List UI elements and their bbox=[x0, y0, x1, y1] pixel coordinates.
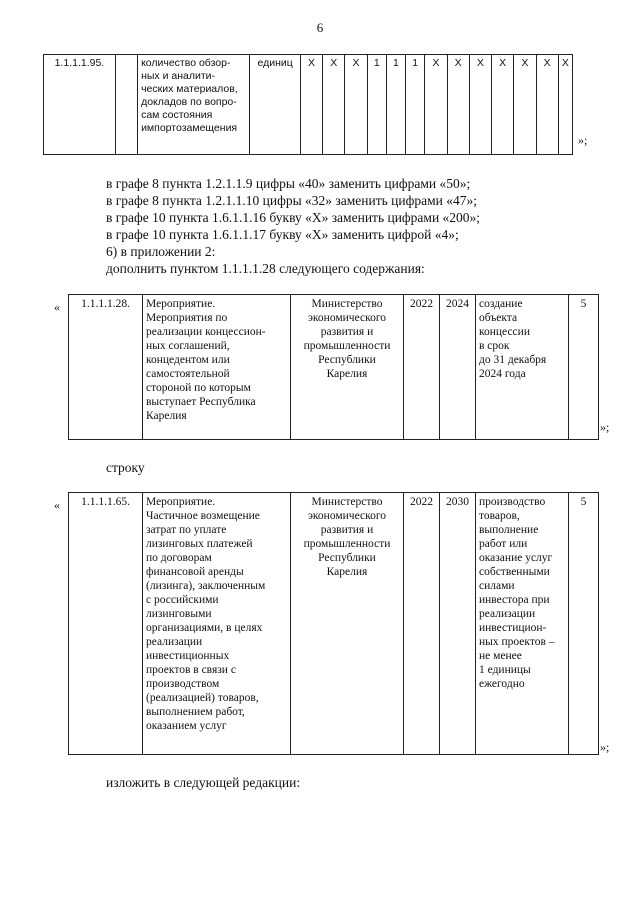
result-line: ных проектов – bbox=[479, 636, 555, 648]
event-line: затрат по уплате bbox=[146, 524, 227, 536]
item-number: 1.1.1.1.65. bbox=[69, 493, 143, 755]
instructions-paragraph bbox=[106, 175, 480, 277]
name-line: ческих материалов, bbox=[141, 83, 238, 95]
result-line: в срок bbox=[479, 340, 510, 352]
value-cell: X bbox=[536, 55, 558, 155]
result-cell bbox=[476, 295, 569, 440]
result-line: выполнение bbox=[479, 524, 539, 536]
indicator-number: 5 bbox=[569, 295, 599, 440]
event-line: реализации концессион- bbox=[146, 326, 266, 338]
event-line: Мероприятие. bbox=[146, 298, 216, 310]
value-cell: 1 bbox=[367, 55, 386, 155]
event-cell bbox=[143, 295, 291, 440]
executor-line: развития и bbox=[320, 524, 374, 536]
event-line: лизинговыми bbox=[146, 608, 212, 620]
table-row bbox=[69, 295, 599, 440]
value-cell: X bbox=[345, 55, 367, 155]
event-line: финансовой аренды bbox=[146, 566, 244, 578]
name-line: докладов по вопро- bbox=[141, 96, 237, 108]
stroku-text: строку bbox=[106, 460, 145, 475]
instruction-line: в графе 10 пункта 1.6.1.1.16 букву «X» заменить цифрами «200»; bbox=[106, 210, 481, 225]
year-start: 2022 bbox=[404, 493, 440, 755]
value-cell: X bbox=[469, 55, 491, 155]
result-line: создание bbox=[479, 298, 523, 310]
indicator-name-cell bbox=[138, 55, 250, 155]
result-line: реализации bbox=[479, 608, 536, 620]
event-line: (реализацией) товаров, bbox=[146, 692, 259, 704]
event-line: выступает Республика bbox=[146, 396, 256, 408]
value-cell: X bbox=[300, 55, 322, 155]
result-line: производство bbox=[479, 496, 546, 508]
event-line: по договорам bbox=[146, 552, 212, 564]
executor-line: экономического bbox=[307, 510, 387, 522]
event-line: Мероприятие. bbox=[146, 496, 216, 508]
value-cell: 1 bbox=[406, 55, 425, 155]
blank-cell bbox=[115, 55, 137, 155]
result-line: товаров, bbox=[479, 510, 520, 522]
instruction-line: в графе 8 пункта 1.2.1.1.9 цифры «40» заменить цифрами «50»; bbox=[106, 176, 471, 191]
result-line: не менее bbox=[479, 650, 522, 662]
event-line: оказанием услуг bbox=[146, 720, 227, 732]
executor-cell bbox=[291, 493, 404, 755]
table-row bbox=[69, 493, 599, 755]
executor-line: промышленности bbox=[303, 340, 391, 352]
value-cell: 1 bbox=[386, 55, 405, 155]
value-cell: X bbox=[558, 55, 572, 155]
event-line: самостоятельной bbox=[146, 368, 230, 380]
executor-line: экономического bbox=[307, 312, 387, 324]
event-line: Частичное возмещение bbox=[146, 510, 260, 522]
value-cell: X bbox=[514, 55, 536, 155]
event-line: производством bbox=[146, 678, 220, 690]
instruction-line: в графе 8 пункта 1.2.1.1.10 цифры «32» заменить цифрами «47»; bbox=[106, 193, 477, 208]
executor-line: развития и bbox=[320, 326, 374, 338]
executor-line: Карелия bbox=[326, 368, 368, 380]
table-replaced-item bbox=[68, 492, 599, 755]
executor-line: промышленности bbox=[303, 538, 391, 550]
event-line: проектов в связи с bbox=[146, 664, 236, 676]
result-line: объекта bbox=[479, 312, 518, 324]
event-line: с российскими bbox=[146, 594, 219, 606]
result-line: собственными bbox=[479, 566, 550, 578]
result-line: работ или bbox=[479, 538, 528, 550]
executor-line: Министерство bbox=[311, 298, 383, 310]
name-line: импортозамещения bbox=[141, 122, 238, 134]
open-quote: « bbox=[54, 300, 60, 314]
table-new-item bbox=[68, 294, 599, 440]
result-line: 2024 года bbox=[479, 368, 526, 380]
value-cell: X bbox=[447, 55, 469, 155]
instruction-line: в графе 10 пункта 1.6.1.1.17 букву «X» заменить цифрой «4»; bbox=[106, 227, 459, 242]
event-line: стороной по которым bbox=[146, 382, 251, 394]
name-line: количество обзор- bbox=[141, 57, 231, 69]
close-quote: »; bbox=[600, 420, 610, 434]
result-line: оказание услуг bbox=[479, 552, 553, 564]
indicator-number: 5 bbox=[569, 493, 599, 755]
event-line: концедентом или bbox=[146, 354, 230, 366]
event-line: реализации bbox=[146, 636, 203, 648]
year-end: 2030 bbox=[440, 493, 476, 755]
executor-line: Республики bbox=[318, 552, 376, 564]
event-line: Мероприятия по bbox=[146, 312, 228, 324]
close-quote: »; bbox=[600, 740, 610, 754]
table-row bbox=[44, 55, 573, 155]
item-number: 1.1.1.1.28. bbox=[69, 295, 143, 440]
result-line: ежегодно bbox=[479, 678, 525, 690]
event-line: организациями, в целях bbox=[146, 622, 263, 634]
unit-cell: единиц bbox=[250, 55, 301, 155]
final-line: изложить в следующей редакции: bbox=[106, 775, 301, 790]
close-quote: »; bbox=[578, 133, 588, 147]
event-line: лизинговых платежей bbox=[146, 538, 253, 550]
year-start: 2022 bbox=[404, 295, 440, 440]
event-cell bbox=[143, 493, 291, 755]
value-cell: X bbox=[425, 55, 447, 155]
table-goal-indicators bbox=[43, 54, 573, 155]
instruction-line: 6) в приложении 2: bbox=[106, 244, 216, 259]
result-line: концессии bbox=[479, 326, 530, 338]
year-end: 2024 bbox=[440, 295, 476, 440]
result-line: инвестора при bbox=[479, 594, 550, 606]
event-line: инвестиционных bbox=[146, 650, 230, 662]
executor-line: Карелия bbox=[326, 566, 368, 578]
event-line: Карелия bbox=[146, 410, 187, 422]
instruction-line: дополнить пунктом 1.1.1.1.28 следующего содержания: bbox=[106, 261, 425, 276]
executor-cell bbox=[291, 295, 404, 440]
event-line: ных соглашений, bbox=[146, 340, 230, 352]
row-number: 1.1.1.1.95. bbox=[44, 55, 116, 155]
open-quote: « bbox=[54, 498, 60, 512]
result-line: 1 единицы bbox=[479, 664, 531, 676]
result-line: силами bbox=[479, 580, 515, 592]
event-line: (лизинга), заключенным bbox=[146, 580, 266, 592]
result-cell bbox=[476, 493, 569, 755]
executor-line: Министерство bbox=[311, 496, 383, 508]
event-line: выполнением работ, bbox=[146, 706, 245, 718]
result-line: инвестицион- bbox=[479, 622, 547, 634]
name-line: сам состояния bbox=[141, 109, 213, 121]
executor-line: Республики bbox=[318, 354, 376, 366]
value-cell: X bbox=[492, 55, 514, 155]
name-line: ных и аналити- bbox=[141, 70, 215, 82]
page-number: 6 bbox=[316, 20, 324, 35]
value-cell: X bbox=[323, 55, 345, 155]
result-line: до 31 декабря bbox=[479, 354, 547, 366]
